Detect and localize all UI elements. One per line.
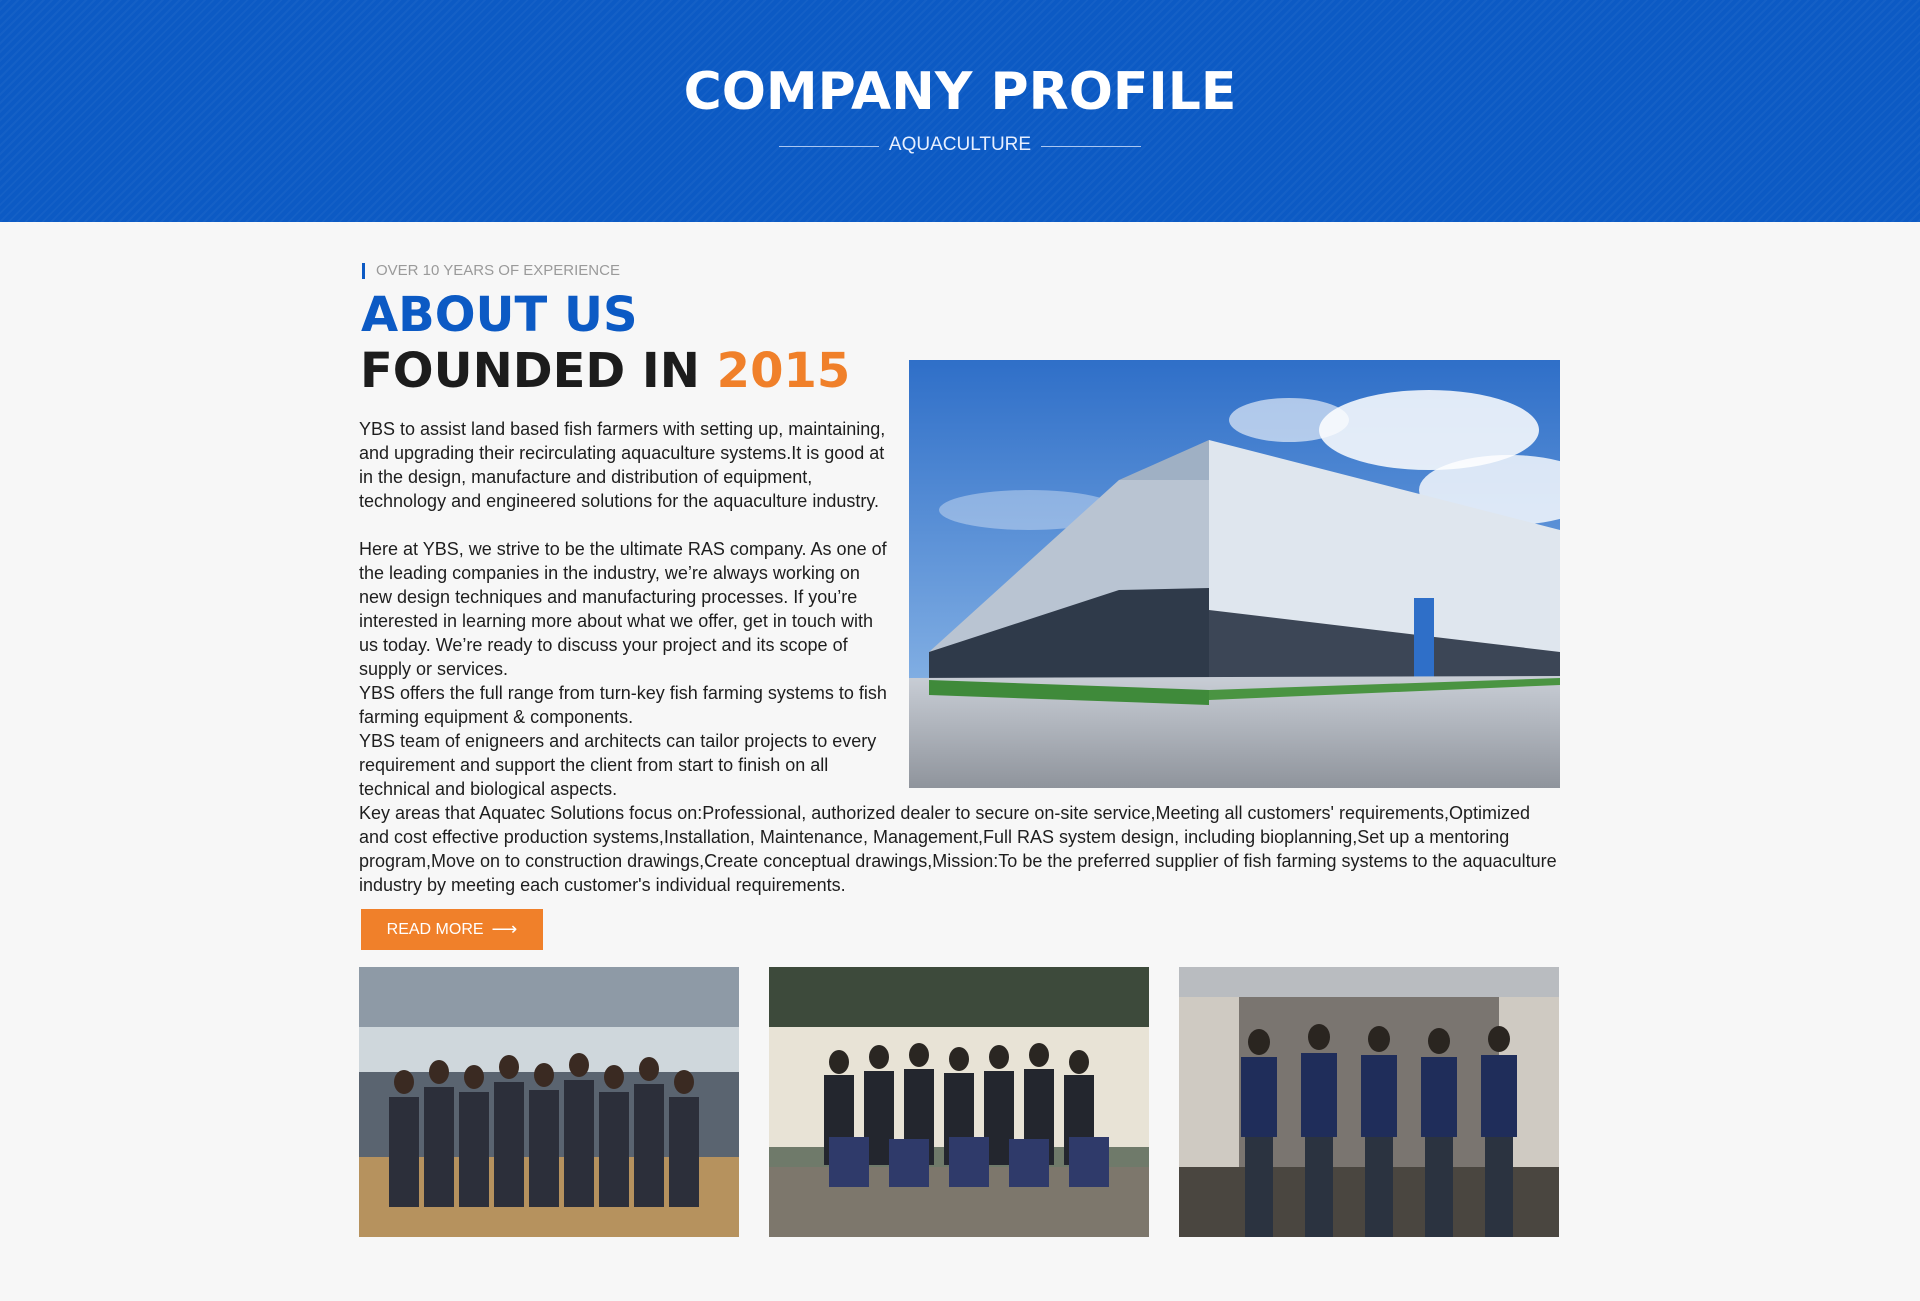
founded-heading [360, 343, 850, 399]
banner-title: COMPANY PROFILE [683, 62, 1237, 122]
read-more-button[interactable] [361, 909, 543, 950]
eyebrow-text: OVER 10 YEARS OF EXPERIENCE [376, 262, 620, 279]
eyebrow-accent-bar [362, 263, 365, 279]
team-photo-3-illustration [1179, 967, 1559, 1237]
page-banner [0, 0, 1920, 222]
arrow-right-icon: ⟶ [491, 919, 518, 939]
team-photo-1 [359, 967, 739, 1237]
about-paragraph-team: YBS team of enigneers and architects can tailor projects to every requirement and support the client from start to finish on all technical and biological aspects. [359, 731, 877, 799]
founded-prefix: FOUNDED IN [360, 343, 717, 399]
founded-year: 2015 [716, 343, 851, 399]
team-photo-2 [769, 967, 1149, 1237]
section-title: ABOUT US [361, 287, 638, 343]
factory-building-image [909, 360, 1560, 788]
team-photo-2-illustration [769, 967, 1149, 1237]
banner-subtitle: AQUACULTURE [888, 134, 1032, 155]
about-paragraph-intro: YBS to assist land based fish farmers with setting up, maintaining, and upgrading their recirculating aquaculture systems.It is good at in the design, manufacture and distribution of equipment, technology and engineered solutions for the aquaculture industry. [359, 419, 886, 511]
about-paragraph-company: Here at YBS, we strive to be the ultimate RAS company. As one of the leading companies in the industry, we’re always working on new design techniques and manufacturing processes. If you’re interested in learning more about what we offer, get in touch with us today. We’re ready to discuss your project and its scope of supply or services. [359, 539, 887, 679]
team-photo-3 [1179, 967, 1559, 1237]
factory-building-illustration [909, 360, 1560, 788]
about-paragraph-key-areas: Key areas that Aquatec Solutions focus on:Professional, authorized dealer to secure on-site service,Meeting all customers' requirements,Optimized and cost effective production systems,Installation, Maintenance, Management,Full RAS system design, including bioplanning,Set up a mentoring program,Move on to construction drawings,Create conceptual drawings,Mission:To be the preferred supplier of fish farming systems to the aquaculture industry by meeting each customer's individual requirements. [359, 803, 1557, 895]
about-paragraph-range: YBS offers the full range from turn-key fish farming systems to fish farming equipment & components. [359, 683, 887, 727]
banner-divider-right [1041, 146, 1141, 147]
team-photo-1-illustration [359, 967, 739, 1237]
read-more-label: READ MORE [386, 920, 484, 938]
